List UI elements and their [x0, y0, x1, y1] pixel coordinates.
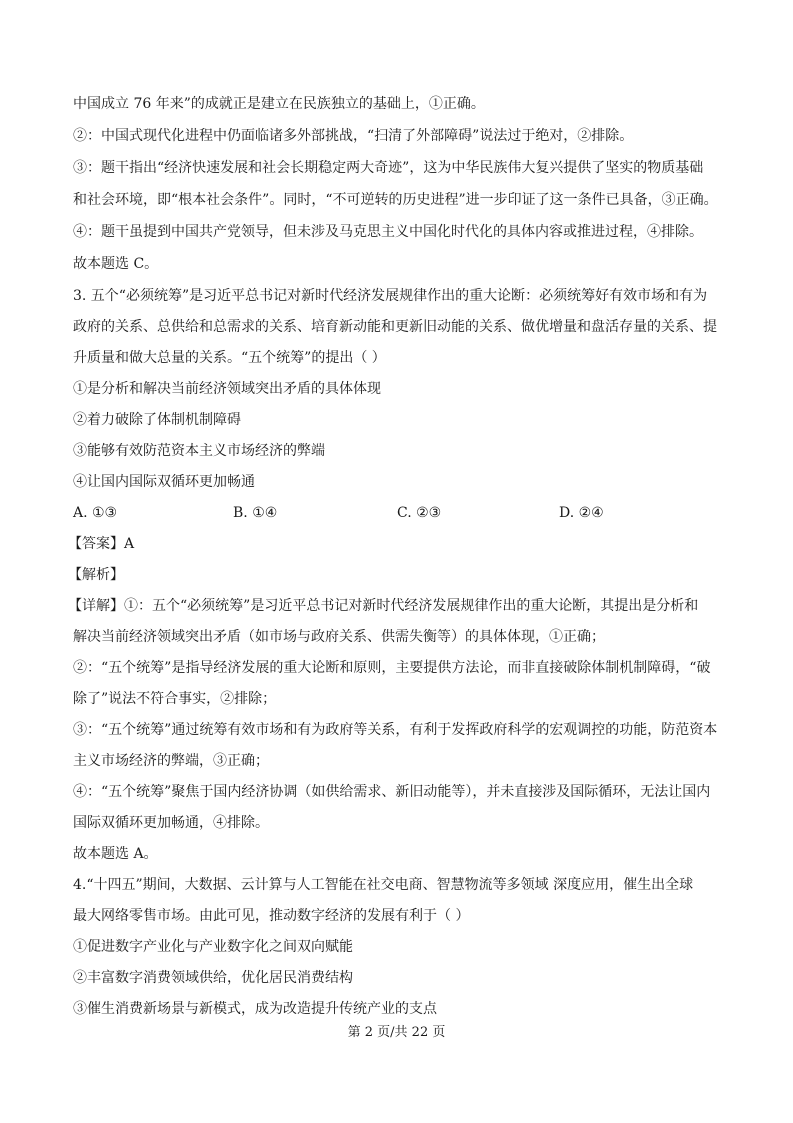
text-line: ④：题干虽提到中国共产党领导，但未涉及马克思主义中国化时代化的具体内容或推进过程，④排除。: [73, 224, 703, 240]
question-3-statement: ②着力破除了体制机制障碍: [73, 412, 241, 428]
detail-line: 故本题选 A。: [73, 846, 158, 862]
detail-line: ④：“五个统筹”聚焦于国内经济协调（如供给需求、新旧动能等），并未直接涉及国际循环，无法让国内: [73, 784, 711, 800]
option-d: D. ②④: [559, 505, 604, 521]
detail-line: ③：“五个统筹”通过统筹有效市场和有为政府等关系，有利于发挥政府科学的宏观调控的功能，防范资本: [73, 722, 718, 738]
option-a: A. ①③: [73, 505, 118, 521]
question-3-stem: 政府的关系、总供给和总需求的关系、培育新动能和更新旧动能的关系、做优增量和盘活存量的关系、提: [73, 319, 717, 335]
detail-line: 主义市场经济的弊端，③正确；: [73, 753, 269, 769]
option-c: C. ②③: [397, 505, 442, 521]
detail-line: 除了”说法不符合事实，②排除；: [73, 691, 277, 707]
question-4-stem: 最大网络零售市场。由此可见，推动数字经济的发展有利于（ ）: [73, 908, 470, 924]
question-4-statement: ③催生消费新场景与新模式，成为改造提升传统产业的支点: [73, 1001, 437, 1017]
answer-label: 【答案】A: [68, 536, 135, 552]
analysis-label: 【解析】: [68, 567, 124, 583]
page-number-footer: 第 2 页/共 22 页: [347, 1025, 446, 1040]
question-3-stem: 升质量和做大总量的关系。“五个统筹”的提出（ ）: [73, 350, 386, 366]
detail-line: 解决当前经济领域突出矛盾（如市场与政府关系、供需失衡等）的具体体现，①正确；: [73, 629, 605, 645]
text-line: 故本题选 C。: [73, 256, 159, 272]
question-4-statement: ②丰富数字消费领域供给，优化居民消费结构: [73, 970, 353, 986]
text-line: ③：题干指出“经济快速发展和社会长期稳定两大奇迹”，这为中华民族伟大复兴提供了坚实的物质基础: [73, 160, 704, 176]
option-b: B. ①④: [233, 505, 278, 521]
detail-line: 【详解】①：五个“必须统筹”是习近平总书记对新时代经济发展规律作出的重大论断，其提出是分析和: [68, 598, 699, 614]
detail-line: 国际双循环更加畅通，④排除。: [73, 815, 269, 831]
question-3-stem: 3. 五个“必须统筹”是习近平总书记对新时代经济发展规律作出的重大论断：必须统筹好有效市场和有为: [73, 288, 708, 304]
detail-line: ②：“五个统筹”是指导经济发展的重大论断和原则，主要提供方法论，而非直接破除体制机制障碍，“破: [73, 660, 711, 676]
question-3-statement: ④让国内国际双循环更加畅通: [73, 474, 255, 490]
text-line: ②：中国式现代化进程中仍面临诸多外部挑战，“扫清了外部障碍”说法过于绝对，②排除。: [73, 128, 634, 144]
question-3-statement: ③能够有效防范资本主义市场经济的弊端: [73, 443, 325, 459]
text-line: 和社会环境，即“根本社会条件”。同时，“不可逆转的历史进程”进一步印证了这一条件已具备，③正确。: [73, 192, 718, 208]
question-4-stem: 4.“十四五”期间，大数据、云计算与人工智能在社交电商、智慧物流等多领域 深度应用，催生出全球: [73, 877, 694, 893]
text-line: 中国成立 76 年来”的成就正是建立在民族独立的基础上，①正确。: [73, 96, 485, 112]
question-3-statement: ①是分析和解决当前经济领域突出矛盾的具体体现: [73, 381, 381, 397]
question-4-statement: ①促进数字产业化与产业数字化之间双向赋能: [73, 939, 353, 955]
